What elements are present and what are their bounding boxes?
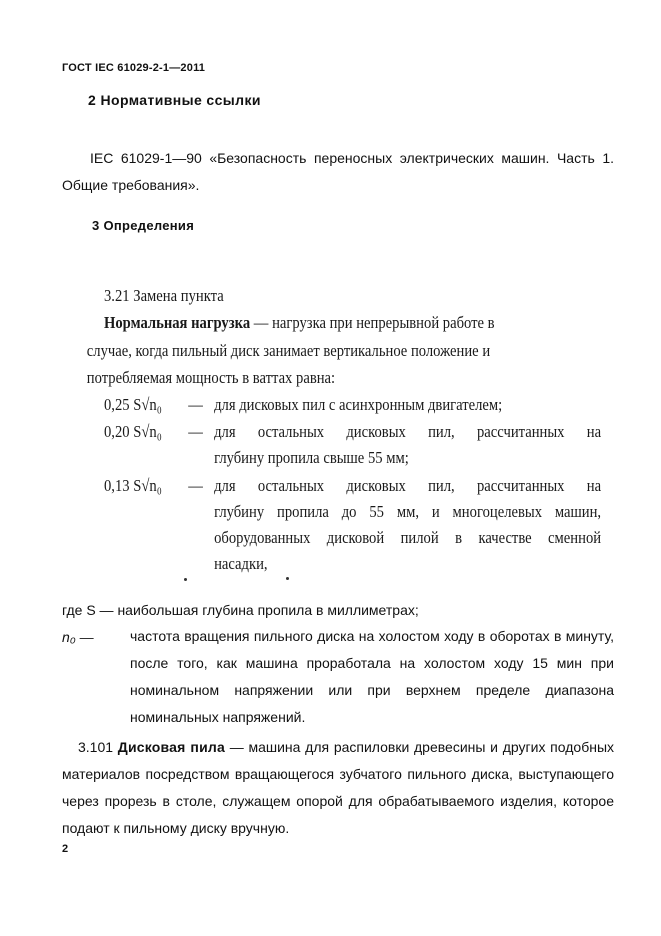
dash-3: — (188, 476, 203, 495)
coefficient-2: 0,20 S√n₀ (104, 422, 162, 441)
scan-speck (184, 578, 187, 581)
row-2-line-1: для остальных дисковых пил, рассчитанных на (214, 422, 602, 441)
row-3-line-4: насадки, (214, 554, 268, 573)
section-3-title: 3 Определения (92, 218, 195, 233)
row-3-line-1: для остальных дисковых пил, рассчитанных на (214, 476, 602, 495)
scan-speck (286, 577, 289, 580)
where-s-line: где S — наибольшая глубина пропила в миллиметрах; (62, 602, 419, 618)
normative-reference: IEC 61029-1—90 «Безопасность переносных электрических машин. Часть 1. Общие требования». (62, 150, 614, 193)
row-3-line-3: оборудованных дисковой пилой в качестве сменной (214, 528, 602, 547)
clause-text: — машина для распиловки древесины и других подобных материалов посредством вращающегося зубчатого пильного диска, выступающего через прорезь в столе, служащем опорой для обрабатываемого изделия, которое подают к пильному диску вручную. (62, 739, 615, 836)
n0-term: n₀ — (62, 629, 94, 645)
clause-number: 3.101 (78, 739, 114, 755)
coefficient-3: 0,13 S√n₀ (104, 476, 162, 495)
dash-1: — (188, 395, 203, 414)
scanned-amendment (86, 286, 602, 586)
n0-definition: частота вращения пильного диска на холостом ходу в оборотах в минуту, после того, как машина проработала на холостом ходу 15 мин при номинальном напряжении или при верхнем пределе диапазона номинальных напряжений. (130, 628, 614, 725)
clause-term: Дисковая пила (117, 739, 225, 755)
coefficient-1: 0,25 S√n₀ (104, 395, 162, 414)
section-2-title: 2 Нормативные ссылки (88, 92, 261, 108)
amendment-term: Нормальная нагрузка (104, 313, 251, 332)
amendment-line-1 (104, 313, 601, 333)
amendment-line-3: потребляемая мощность в ваттах равна: (86, 368, 336, 387)
row-2-line-2: глубину пропила свыше 55 мм; (214, 448, 409, 467)
row-3-line-2: глубину пропила до 55 мм, и многоцелевых машин, (214, 502, 602, 521)
dash-2: — (188, 422, 203, 441)
document-code: ГОСТ IEC 61029-2-1—2011 (62, 62, 206, 74)
amendment-line-1-rest: — нагрузка при непрерывной работе в (253, 313, 495, 332)
clause-3-101 (62, 734, 614, 842)
amendment-heading: 3.21 Замена пункта (104, 286, 224, 305)
page-number: 2 (62, 843, 69, 855)
amendment-line-2: случае, когда пильный диск занимает вертикальное положение и (86, 341, 491, 360)
row-1-line-1: для дисковых пил с асинхронным двигателем; (214, 395, 503, 414)
